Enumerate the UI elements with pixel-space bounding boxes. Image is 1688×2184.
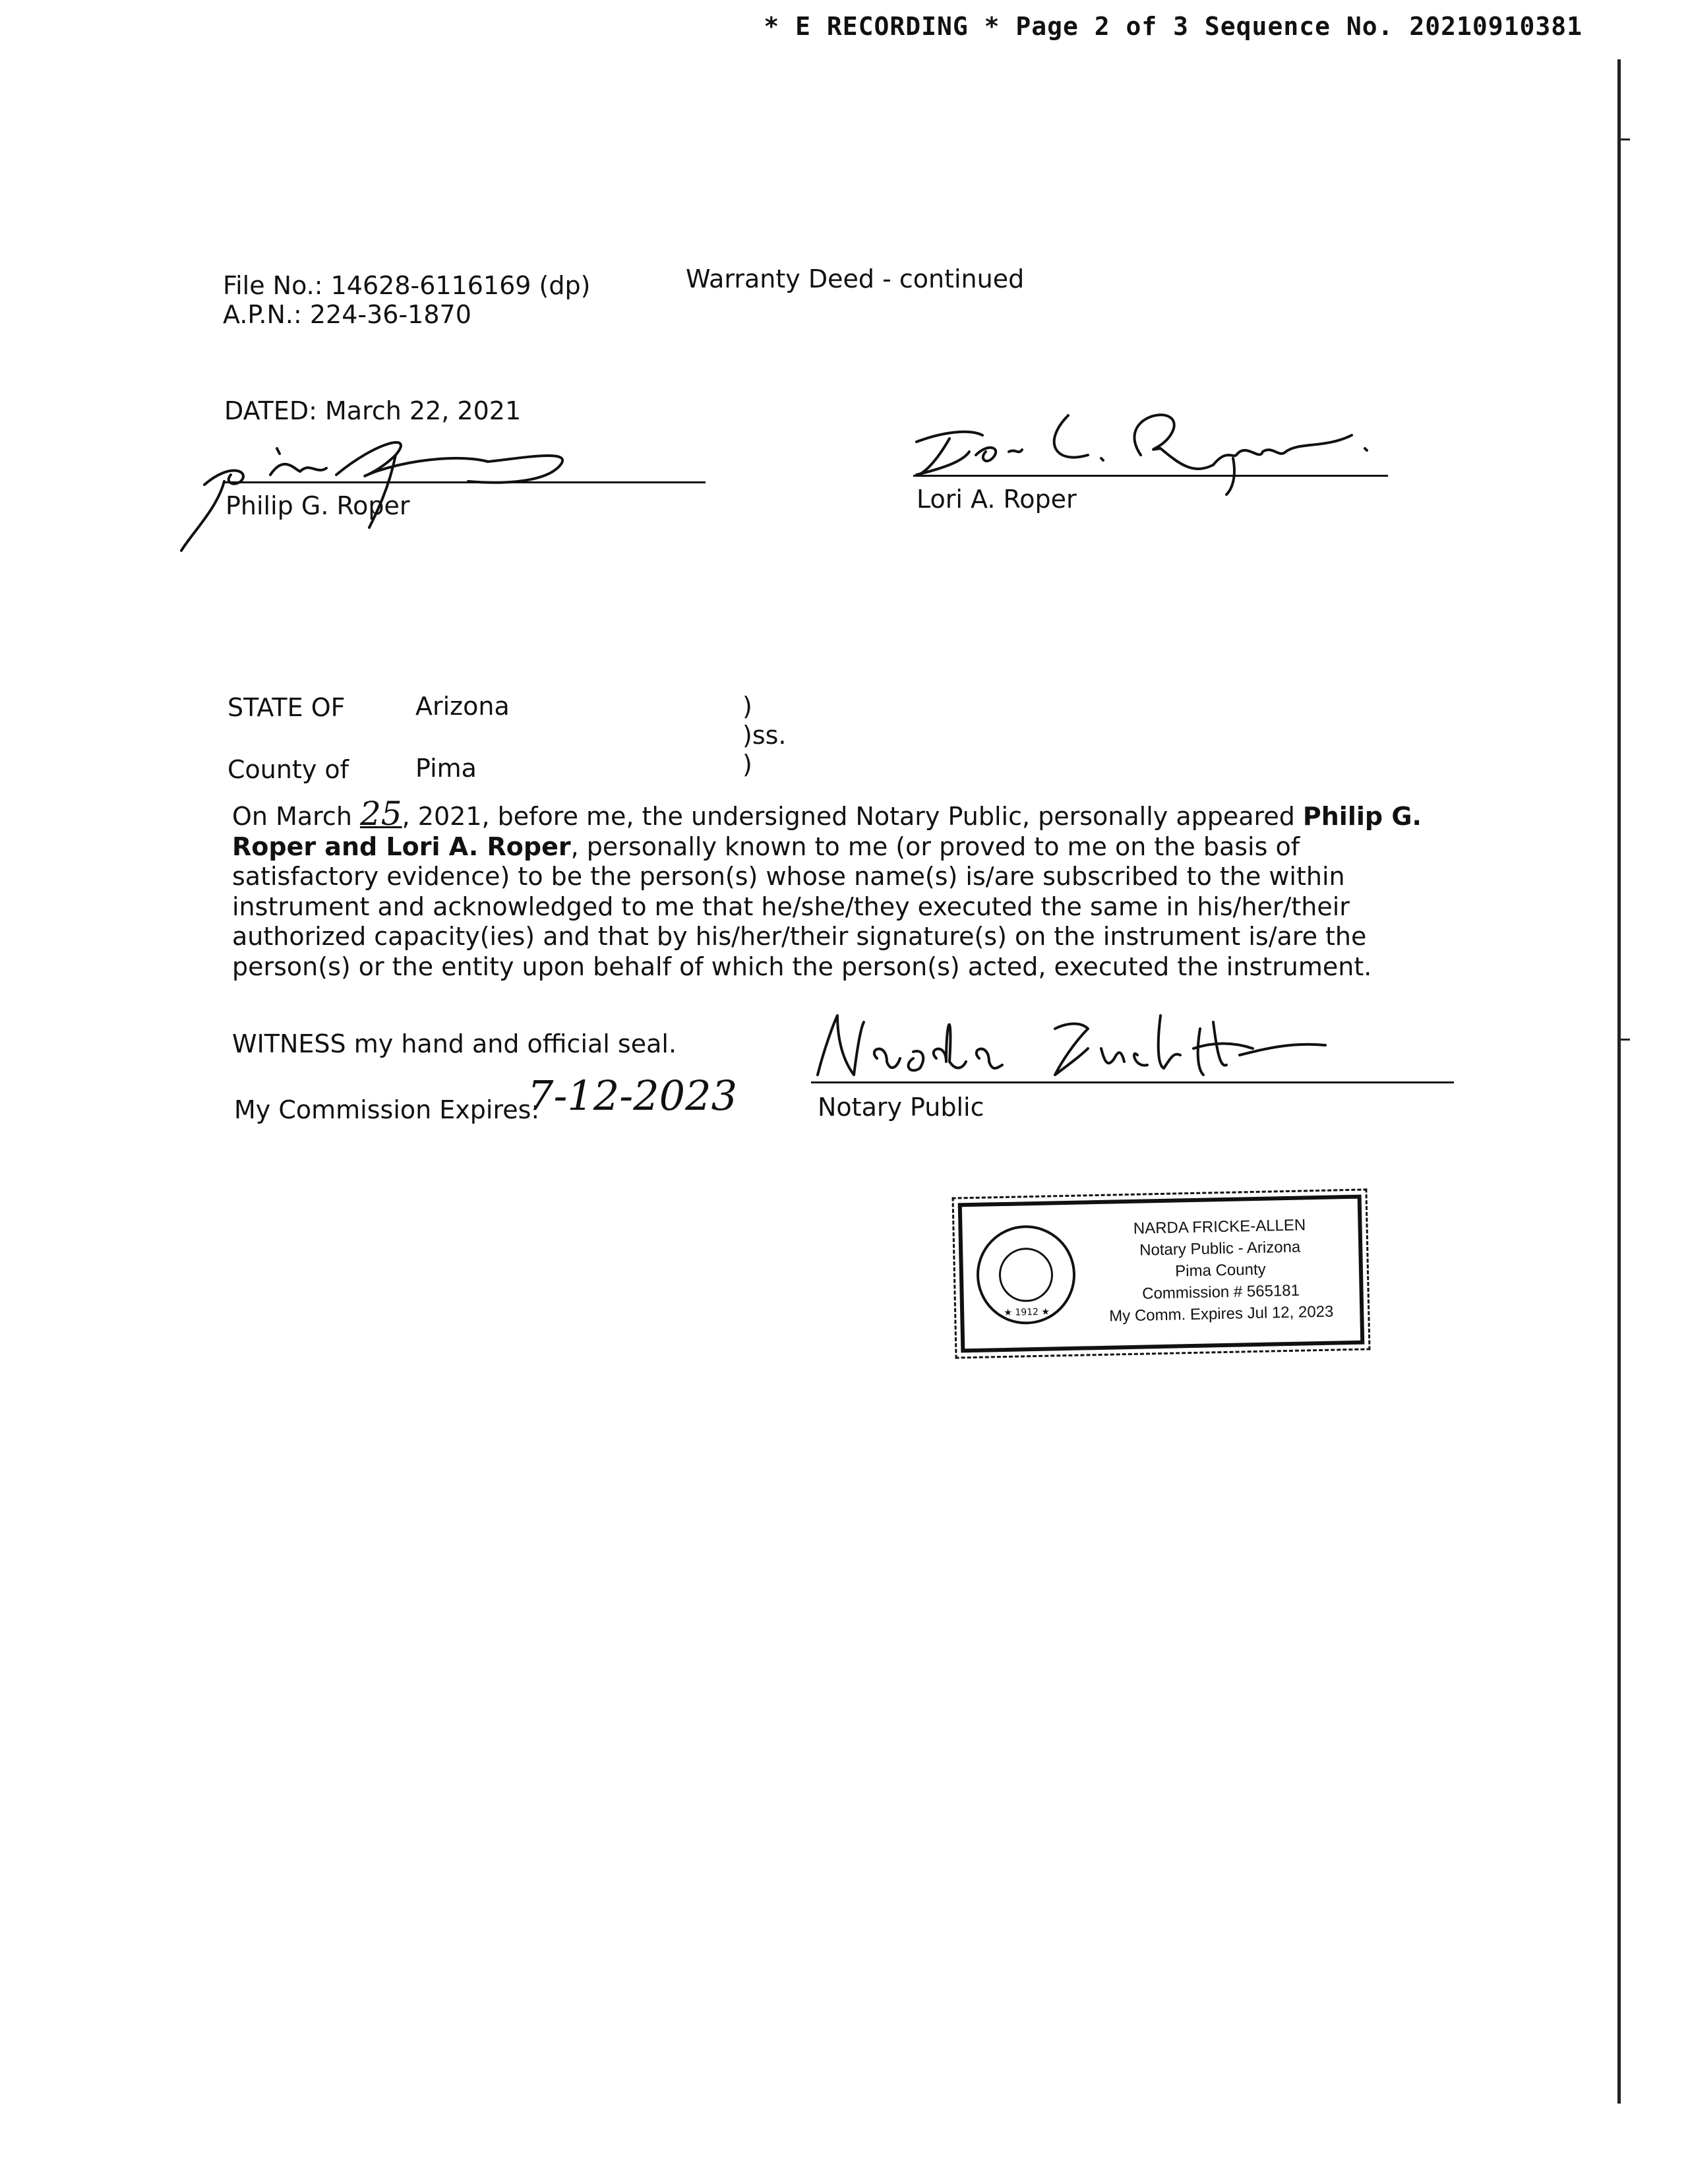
state-label: STATE OF	[227, 693, 346, 722]
document-title: Warranty Deed - continued	[686, 264, 1025, 293]
ack-day-handwritten: 25	[360, 795, 402, 833]
apn-number: A.P.N.: 224-36-1870	[223, 300, 471, 329]
state-value: Arizona	[415, 692, 510, 721]
edge-tick-mark	[1621, 138, 1630, 140]
stamp-expires: My Comm. Expires Jul 12, 2023	[1108, 1302, 1334, 1325]
stamp-county: Pima County	[1174, 1260, 1266, 1281]
signer-1-name: Philip G. Roper	[226, 491, 410, 520]
edge-tick-mark	[1621, 1039, 1630, 1041]
page-edge-line	[1617, 59, 1621, 2104]
venue-ss: )ss.	[742, 721, 787, 750]
signer-2-name: Lori A. Roper	[917, 485, 1077, 514]
notary-signature-line	[811, 1081, 1454, 1083]
signature-line-1	[224, 481, 706, 483]
signature-line-2	[913, 475, 1388, 477]
commission-date-handwritten: 7-12-2023	[528, 1072, 738, 1120]
stamp-commission: Commission # 565181	[1141, 1281, 1300, 1303]
stamp-title: Notary Public - Arizona	[1139, 1238, 1301, 1259]
notary-stamp	[958, 1195, 1365, 1353]
signature-notary	[804, 1002, 1332, 1088]
witness-line: WITNESS my hand and official seal.	[232, 1029, 677, 1058]
state-seal-icon: ★ 1912 ★	[975, 1225, 1076, 1325]
notary-public-label: Notary Public	[818, 1093, 984, 1122]
ack-names: Philip G. Roper and Lori A. Roper	[232, 802, 1422, 861]
county-label: County of	[227, 755, 349, 784]
venue-paren-bottom: )	[742, 750, 752, 779]
ack-prefix: On March	[232, 802, 360, 831]
stamp-name: NARDA FRICKE-ALLEN	[1133, 1216, 1306, 1238]
venue-paren-top: )	[742, 692, 752, 721]
ack-rest: , personally known to me (or proved to me on the basis of satisfactory evidence) to be the person(s) whose name(s) is/are subscribed to the within instrument and acknowledged to me that he/she/they executed the same in his/her/their authorized capacity(ies) and that by his/her/their signature(s) on the instrument is/are the person(s) or the entity upon behalf of which the person(s) acted, executed the instrument.	[232, 832, 1372, 981]
dated-line: DATED: March 22, 2021	[224, 396, 522, 425]
recording-header: * E RECORDING * Page 2 of 3 Sequence No. 20210910381	[764, 12, 1582, 41]
file-number: File No.: 14628-6116169 (dp)	[223, 271, 591, 300]
commission-label: My Commission Expires:	[234, 1095, 540, 1124]
acknowledgment-paragraph	[232, 795, 1445, 982]
county-value: Pima	[415, 754, 477, 783]
ack-after-day: , 2021, before me, the undersigned Notary Public, personally appeared	[402, 802, 1303, 831]
